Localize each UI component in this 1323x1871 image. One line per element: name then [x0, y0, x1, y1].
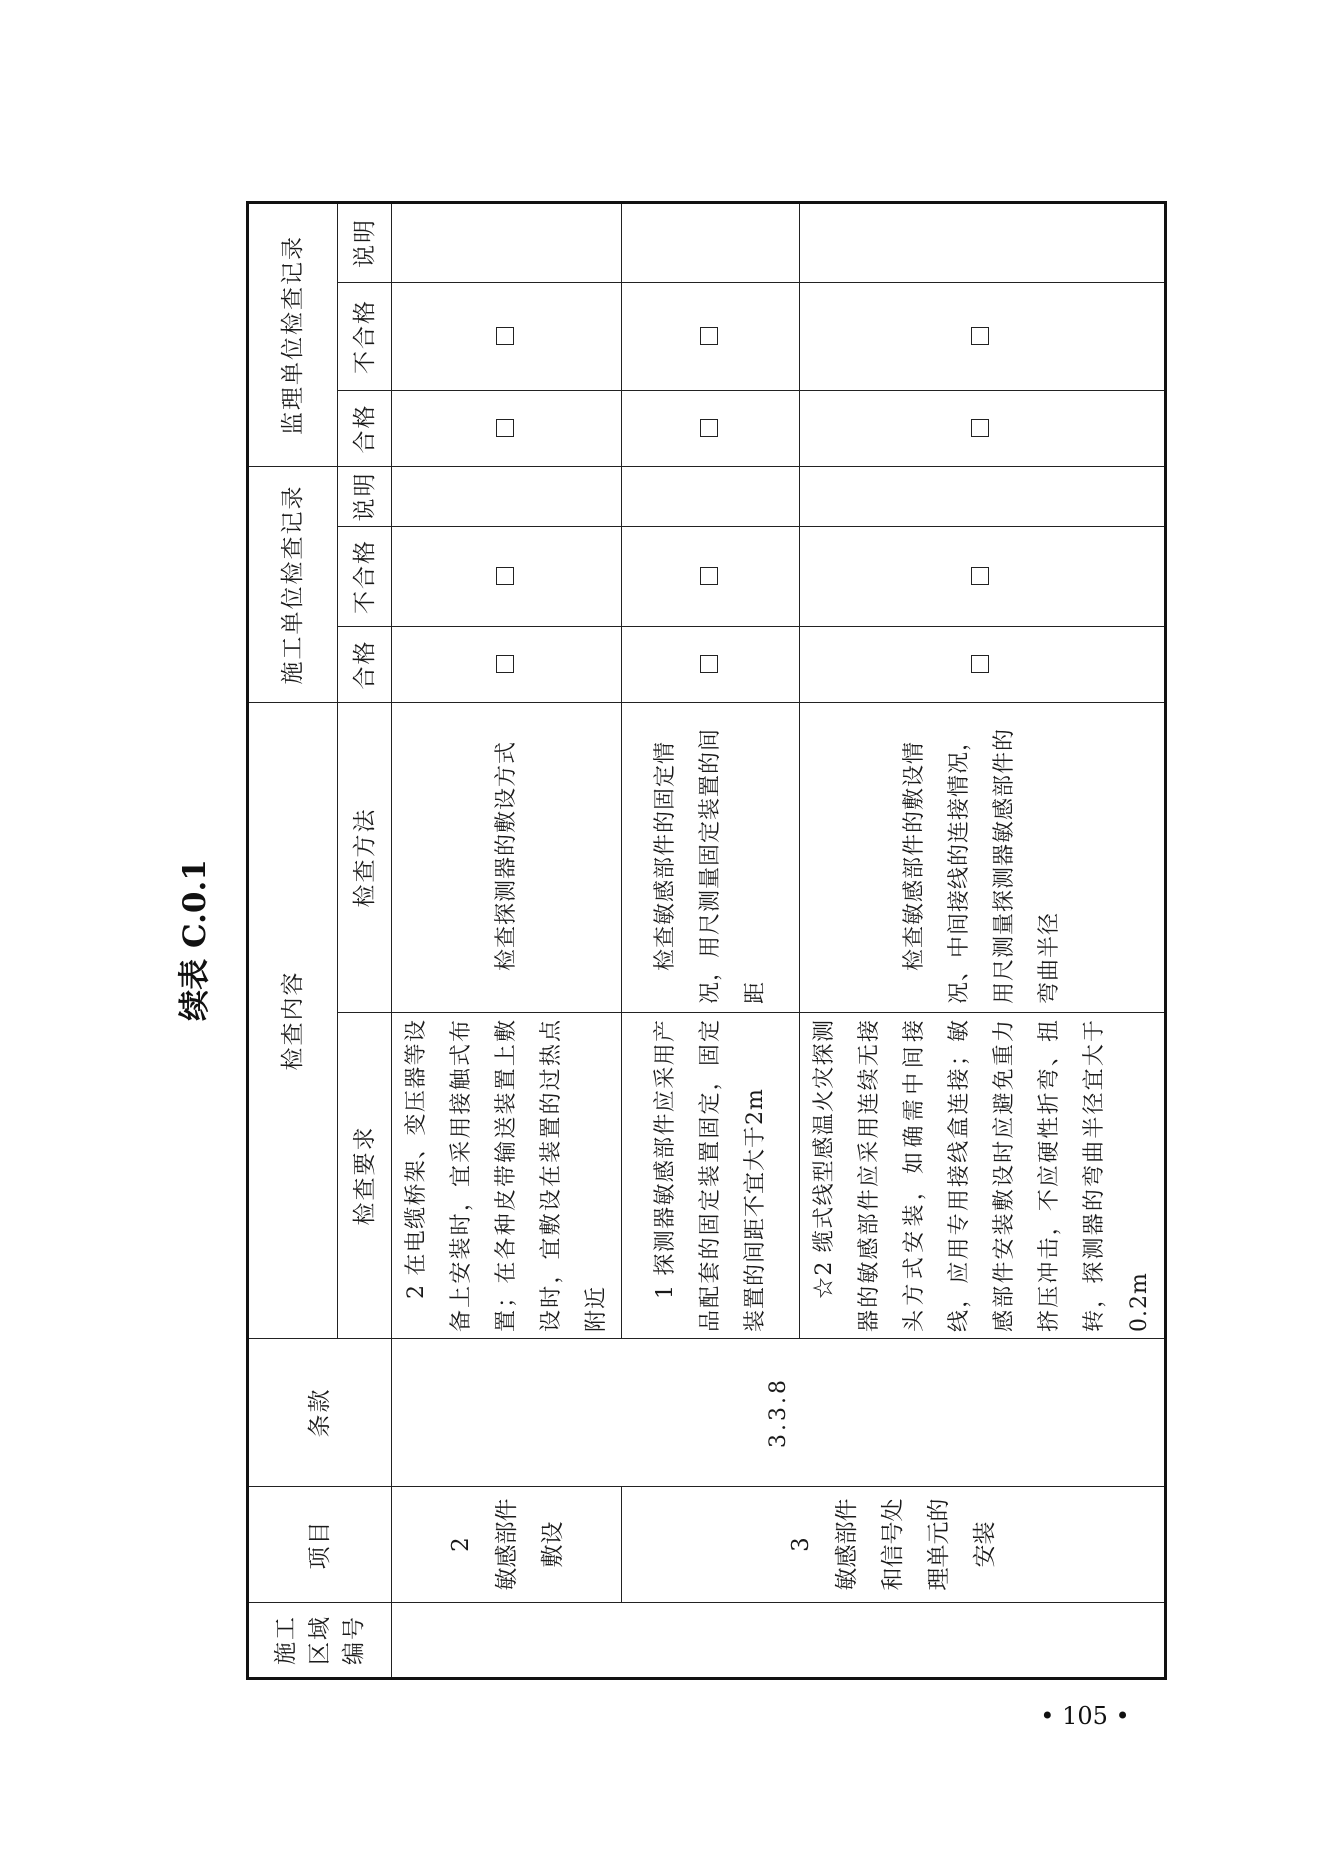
checkbox[interactable]: [496, 420, 514, 438]
checkbox-cell[interactable]: [800, 627, 1166, 703]
header-sg-note: 说明: [338, 467, 392, 527]
clause-cell: 3.3.8: [392, 1339, 1166, 1487]
header-zone: 施工区域编号: [248, 1603, 392, 1679]
checkbox-cell[interactable]: [392, 627, 622, 703]
checkbox[interactable]: [700, 568, 718, 586]
header-content: 检查内容: [248, 703, 338, 1339]
zone-cell: [392, 1603, 1166, 1679]
checkbox-cell[interactable]: [800, 391, 1166, 467]
note-cell[interactable]: [392, 467, 622, 527]
method-cell: 检查探测器的敷设方式: [392, 703, 622, 1013]
checkbox-cell[interactable]: [392, 391, 622, 467]
checkbox-cell[interactable]: [800, 283, 1166, 391]
note-cell[interactable]: [392, 202, 622, 282]
note-cell[interactable]: [800, 467, 1166, 527]
checkbox-cell[interactable]: [800, 527, 1166, 627]
note-cell[interactable]: [622, 467, 800, 527]
checkbox[interactable]: [971, 328, 989, 346]
header-item: 项目: [248, 1487, 392, 1603]
checkbox-cell[interactable]: [622, 283, 800, 391]
header-method: 检查方法: [338, 703, 392, 1013]
inspection-table-rotated: [246, 204, 1156, 1680]
method-cell: 检查敏感部件的敷设情况、中间接线的连接情况，用尺测量探测器敏感部件的弯曲半径: [800, 703, 1166, 1013]
header-jl-fail: 不合格: [338, 283, 392, 391]
item-name: 敏感部件敷设: [493, 1498, 566, 1591]
header-clause: 条款: [248, 1339, 392, 1487]
item-number: 2: [447, 1537, 474, 1552]
item-cell: [622, 1487, 1166, 1603]
checkbox-cell[interactable]: [392, 283, 622, 391]
checkbox[interactable]: [496, 656, 514, 674]
header-sg-fail: 不合格: [338, 527, 392, 627]
item-cell: [392, 1487, 622, 1603]
requirement-cell: 1 探测器敏感部件应采用产品配套的固定装置固定，固定装置的间距不宜大于2m: [622, 1013, 800, 1339]
checkbox-cell[interactable]: [392, 527, 622, 627]
checkbox[interactable]: [971, 420, 989, 438]
header-sg-pass: 合格: [338, 627, 392, 703]
header-supervision-record: 监理单位检查记录: [248, 202, 338, 466]
checkbox-cell[interactable]: [622, 527, 800, 627]
checkbox[interactable]: [496, 568, 514, 586]
checkbox-cell[interactable]: [622, 627, 800, 703]
header-jl-pass: 合格: [338, 391, 392, 467]
requirement-cell: 2 在电缆桥架、变压器等设备上安装时，宜采用接触式布置；在各种皮带输送装置上敷设时，宜敷设在装置的过热点附近: [392, 1013, 622, 1339]
header-row-1: [248, 202, 338, 1678]
requirement-cell: ☆2 缆式线型感温火灾探测器的敏感部件应采用连续无接头方式安装，如确需中间接线，应用专用接线盒连接；敏感部件安装敷设时应避免重力挤压冲击，不应硬性折弯、扭转，探测器的弯曲半径宜大于0.2m: [800, 1013, 1166, 1339]
header-construction-record: 施工单位检查记录: [248, 467, 338, 703]
checkbox[interactable]: [700, 420, 718, 438]
note-cell[interactable]: [622, 202, 800, 282]
inspection-table: [246, 201, 1167, 1680]
header-jl-note: 说明: [338, 202, 392, 282]
item-name: 敏感部件和信号处理单元的安装: [834, 1498, 998, 1591]
header-requirement: 检查要求: [338, 1013, 392, 1339]
checkbox[interactable]: [700, 328, 718, 346]
checkbox[interactable]: [971, 656, 989, 674]
checkbox[interactable]: [700, 656, 718, 674]
page-number: • 105 •: [1040, 1702, 1130, 1730]
table-caption: 续表 C.0.1: [177, 859, 213, 1021]
method-cell: 检查敏感部件的固定情况，用尺测量固定装置的间距: [622, 703, 800, 1013]
checkbox[interactable]: [971, 568, 989, 586]
item-number: 3: [788, 1537, 814, 1552]
note-cell[interactable]: [800, 202, 1166, 282]
table-row: [392, 202, 622, 1678]
checkbox-cell[interactable]: [622, 391, 800, 467]
checkbox[interactable]: [496, 328, 514, 346]
